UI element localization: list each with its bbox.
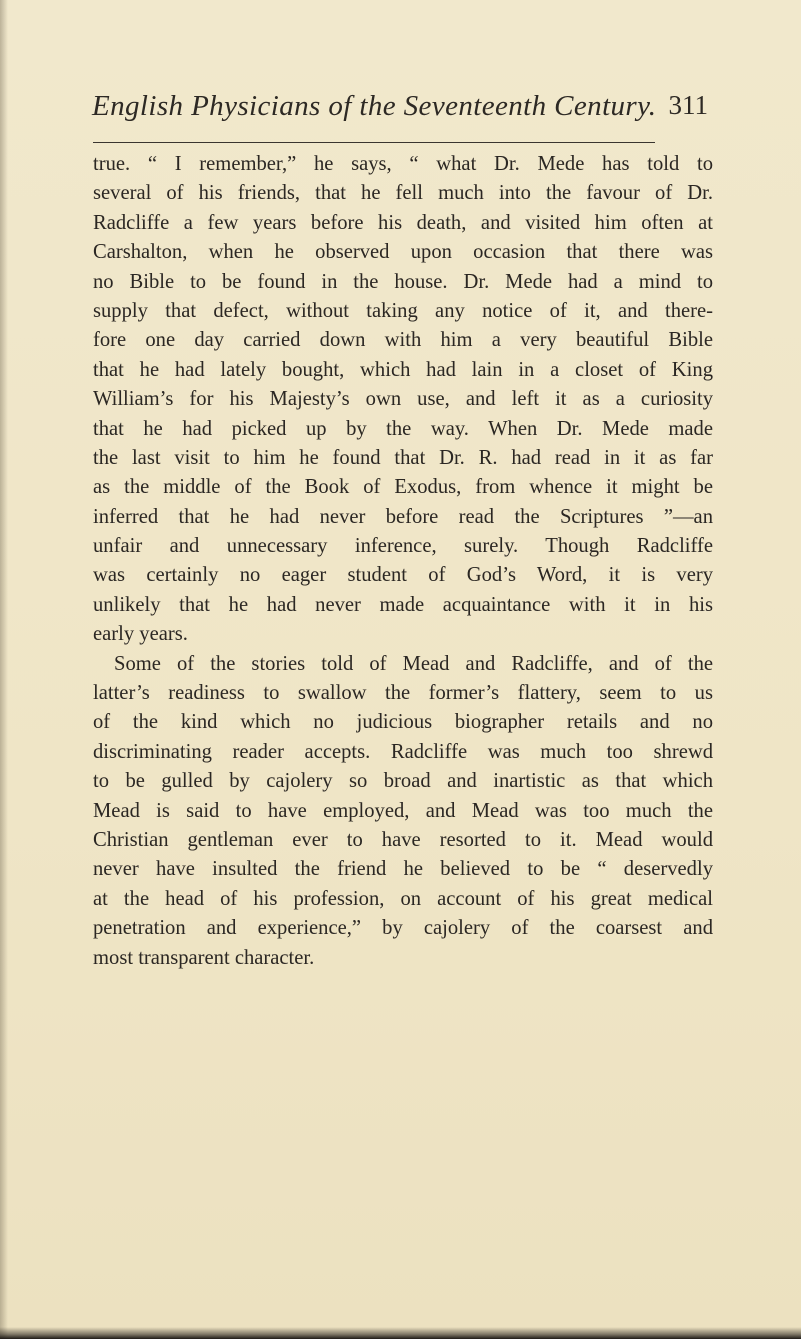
page-bottom-edge: [0, 1327, 801, 1339]
text-line: that he had picked up by the way. When Dr. Mede made: [93, 417, 713, 440]
text-line: fore one day carried down with him a very beautiful Bible: [93, 329, 713, 352]
text-line: penetration and experience,” by cajolery of the coarsest and: [93, 917, 713, 940]
text-line: Carshalton, when he observed upon occasion that there was: [93, 241, 713, 264]
text-line: several of his friends, that he fell much into the favour of Dr.: [93, 182, 713, 205]
text-line: no Bible to be found in the house. Dr. Mede had a mind to: [93, 270, 713, 293]
text-line: inferred that he had never before read the Scriptures ”—an: [93, 505, 713, 528]
text-line: unfair and unnecessary inference, surely. Though Radcliffe: [93, 535, 713, 558]
text-line: to be gulled by cajolery so broad and inartistic as that which: [93, 770, 713, 793]
text-line: never have insulted the friend he believed to be “ deservedly: [93, 858, 713, 881]
text-line: the last visit to him he found that Dr. R. had read in it as far: [93, 446, 713, 469]
text-line: as the middle of the Book of Exodus, from whence it might be: [93, 476, 713, 499]
paragraph-2: [93, 650, 713, 973]
text-line: supply that defect, without taking any notice of it, and there-: [93, 299, 713, 322]
text-line: was certainly no eager student of God’s Word, it is very: [93, 564, 713, 587]
text-line: true. “ I remember,” he says, “ what Dr. Mede has told to: [93, 153, 713, 175]
text-line: of the kind which no judicious biographer retails and no: [93, 711, 713, 734]
text-line: latter’s readiness to swallow the former’s flattery, seem to us: [93, 682, 713, 705]
running-title: English Physicians of the Seventeenth Century.: [92, 90, 657, 122]
body-text: [93, 150, 713, 973]
text-line: Christian gentleman ever to have resorted to it. Mead would: [93, 828, 713, 851]
text-line: Some of the stories told of Mead and Radcliffe, and of the: [114, 652, 713, 675]
text-line: Mead is said to have employed, and Mead was too much the: [93, 799, 713, 822]
text-line: discriminating reader accepts. Radcliffe was much too shrewd: [93, 740, 713, 763]
text-line: Radcliffe a few years before his death, and visited him often at: [93, 211, 713, 234]
page-header: [92, 90, 708, 130]
text-line: unlikely that he had never made acquaintance with it in his: [93, 593, 713, 616]
text-line: William’s for his Majesty’s own use, and left it as a curiosity: [93, 388, 713, 411]
text-line: early years.: [93, 623, 188, 646]
text-line: most transparent character.: [93, 946, 315, 969]
text-line: that he had lately bought, which had lain in a closet of King: [93, 358, 713, 381]
paragraph-1: [93, 150, 713, 650]
page-gutter-shadow: [0, 0, 8, 1339]
page-number: 311: [668, 90, 708, 120]
text-line: at the head of his profession, on account of his great medical: [93, 887, 713, 910]
header-rule: [93, 142, 655, 143]
